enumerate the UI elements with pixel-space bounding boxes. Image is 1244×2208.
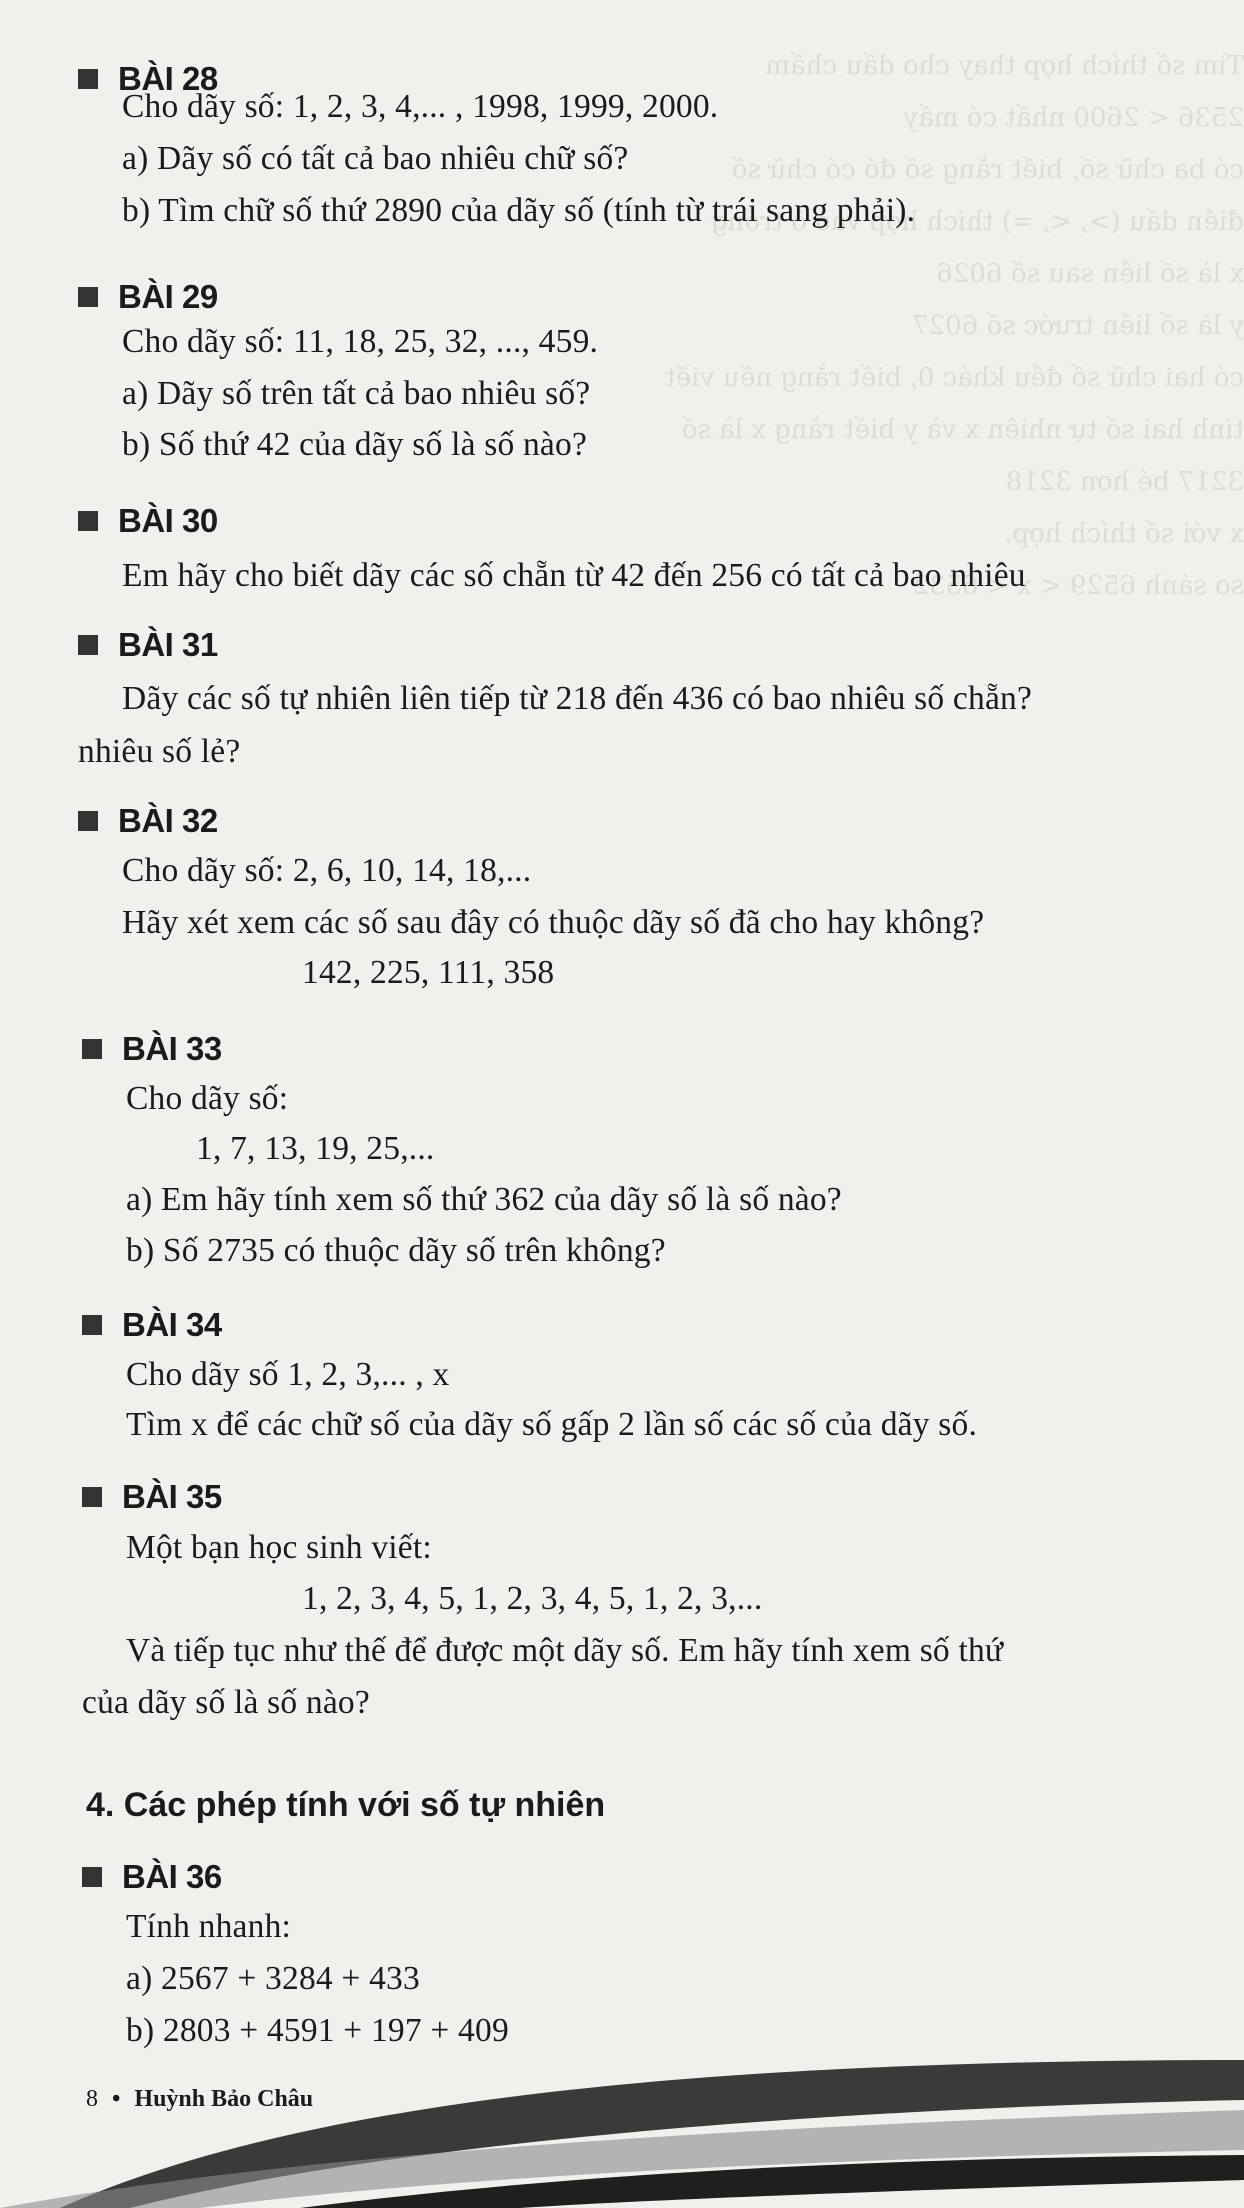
problem-35-heading bbox=[82, 1478, 222, 1516]
problem-33-line: 1, 7, 13, 19, 25,... bbox=[196, 1130, 435, 1167]
square-bullet-icon bbox=[78, 511, 98, 531]
problem-29-line: a) Dãy số trên tất cả bao nhiêu số? bbox=[122, 375, 591, 412]
square-bullet-icon bbox=[82, 1315, 102, 1335]
bullet-dot-icon: • bbox=[112, 2086, 121, 2112]
problem-title: BÀI 32 bbox=[118, 802, 218, 839]
problem-title: BÀI 28 bbox=[118, 60, 218, 97]
problem-35-line: của dãy số là số nào? bbox=[82, 1684, 370, 1721]
problem-title: BÀI 31 bbox=[118, 626, 218, 663]
problem-33-line: b) Số 2735 có thuộc dãy số trên không? bbox=[126, 1232, 666, 1269]
problem-33-line: a) Em hãy tính xem số thứ 362 của dãy số là số nào? bbox=[126, 1181, 842, 1218]
square-bullet-icon bbox=[82, 1867, 102, 1887]
problem-28-line: Cho dãy số: 1, 2, 3, 4,... , 1998, 1999, 2000. bbox=[122, 88, 719, 125]
problem-28-line: b) Tìm chữ số thứ 2890 của dãy số (tính từ trái sang phải). bbox=[122, 192, 916, 229]
problem-title: BÀI 30 bbox=[118, 502, 218, 539]
problem-33-heading bbox=[82, 1030, 222, 1068]
problem-28-line: a) Dãy số có tất cả bao nhiêu chữ số? bbox=[122, 140, 629, 177]
decorative-swoosh bbox=[0, 2040, 1244, 2208]
problem-35-line: 1, 2, 3, 4, 5, 1, 2, 3, 4, 5, 1, 2, 3,... bbox=[302, 1580, 763, 1617]
problem-29-line: b) Số thứ 42 của dãy số là số nào? bbox=[122, 426, 588, 463]
square-bullet-icon bbox=[78, 811, 98, 831]
problem-34-line: Cho dãy số 1, 2, 3,... , x bbox=[126, 1356, 450, 1393]
page-footer bbox=[86, 2086, 313, 2113]
problem-36-heading bbox=[82, 1858, 222, 1896]
problem-29-line: Cho dãy số: 11, 18, 25, 32, ..., 459. bbox=[122, 323, 599, 360]
author-name: Huỳnh Bảo Châu bbox=[134, 2086, 314, 2112]
problem-title: BÀI 33 bbox=[122, 1030, 222, 1067]
problem-title: BÀI 34 bbox=[122, 1306, 222, 1343]
problem-33-line: Cho dãy số: bbox=[126, 1080, 289, 1117]
square-bullet-icon bbox=[78, 69, 98, 89]
problem-36-line: Tính nhanh: bbox=[126, 1908, 292, 1945]
problem-32-line: Cho dãy số: 2, 6, 10, 14, 18,... bbox=[122, 852, 532, 889]
problem-31-line: Dãy các số tự nhiên liên tiếp từ 218 đến 436 có bao nhiêu số chẵn? bbox=[122, 680, 1033, 717]
page-number: 8 bbox=[86, 2086, 98, 2112]
problem-title: BÀI 35 bbox=[122, 1478, 222, 1515]
problem-30-heading bbox=[78, 502, 218, 540]
square-bullet-icon bbox=[82, 1039, 102, 1059]
problem-29-heading bbox=[78, 278, 218, 316]
problem-31-line: nhiêu số lẻ? bbox=[78, 733, 241, 770]
problem-title: BÀI 29 bbox=[118, 278, 218, 315]
section-title: 4. Các phép tính với số tự nhiên bbox=[86, 1786, 606, 1824]
problem-32-heading bbox=[78, 802, 218, 840]
bleed-through-text: Tìm số thích hợp thay cho dấu chấm 2536 < 2600 nhất có mấy có ba chữ số, biết rằng số đó có chữ số điền dấu (>, <, =) thích hợp vào ô trống x là số liền sau số 6026 y là số liền trước số 6027 có hai chữ số đều khác 0, biết rằng nếu viết tính hai số tự nhiên x và y biết rằng x là số 3217 bé hơn 3218 x với số thích hợp. so sánh 6529 < x < 6532 bbox=[664, 51, 1244, 601]
square-bullet-icon bbox=[78, 635, 98, 655]
square-bullet-icon bbox=[82, 1487, 102, 1507]
problem-32-line: 142, 225, 111, 358 bbox=[302, 954, 555, 991]
problem-35-line: Một bạn học sinh viết: bbox=[126, 1529, 432, 1566]
problem-title: BÀI 36 bbox=[122, 1858, 222, 1895]
problem-36-line: b) 2803 + 4591 + 197 + 409 bbox=[126, 2012, 509, 2049]
problem-36-line: a) 2567 + 3284 + 433 bbox=[126, 1960, 420, 1997]
problem-34-line: Tìm x để các chữ số của dãy số gấp 2 lần số các số của dãy số. bbox=[126, 1406, 978, 1443]
problem-30-line: Em hãy cho biết dãy các số chẵn từ 42 đến 256 có tất cả bao nhiêu bbox=[122, 557, 1026, 594]
problem-31-heading bbox=[78, 626, 218, 664]
problem-34-heading bbox=[82, 1306, 222, 1344]
square-bullet-icon bbox=[78, 287, 98, 307]
problem-35-line: Và tiếp tục như thế để được một dãy số. Em hãy tính xem số thứ bbox=[126, 1632, 1004, 1669]
problem-32-line: Hãy xét xem các số sau đây có thuộc dãy số đã cho hay không? bbox=[122, 904, 985, 941]
